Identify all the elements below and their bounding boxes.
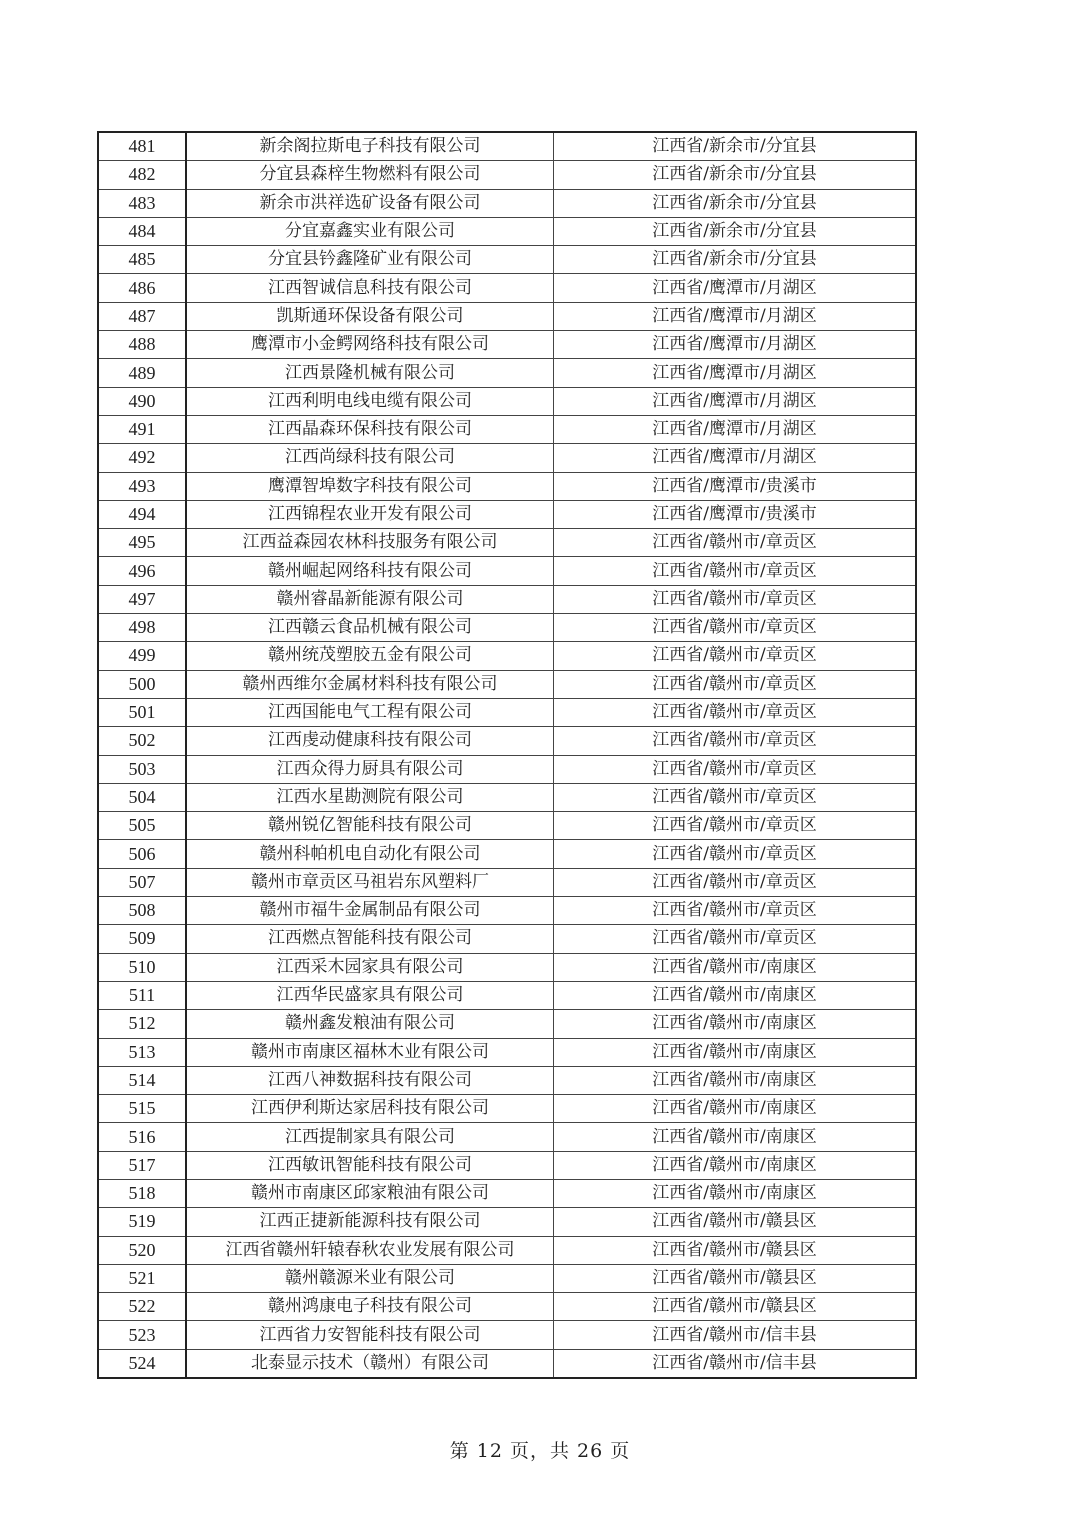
company-name: 鹰潭智埠数字科技有限公司: [186, 472, 554, 500]
region: 江西省/鹰潭市/月湖区: [554, 302, 917, 330]
table-row: [98, 1236, 916, 1264]
region: 江西省/鹰潭市/月湖区: [554, 387, 917, 415]
table-row: [98, 1349, 916, 1378]
region: 江西省/赣州市/南康区: [554, 981, 917, 1009]
table-row: [98, 727, 916, 755]
table-row: [98, 274, 916, 302]
region: 江西省/赣州市/信丰县: [554, 1321, 917, 1349]
row-number: 500: [98, 670, 186, 698]
region: 江西省/赣州市/信丰县: [554, 1349, 917, 1378]
region: 江西省/新余市/分宜县: [554, 132, 917, 161]
company-name: 江西省力安智能科技有限公司: [186, 1321, 554, 1349]
company-name: 江西正捷新能源科技有限公司: [186, 1208, 554, 1236]
table-row: [98, 472, 916, 500]
company-name: 江西省赣州轩辕春秋农业发展有限公司: [186, 1236, 554, 1264]
company-name: 江西敏讯智能科技有限公司: [186, 1151, 554, 1179]
table-row: [98, 444, 916, 472]
table-row: [98, 246, 916, 274]
row-number: 482: [98, 161, 186, 189]
table-row: [98, 1264, 916, 1292]
company-name: 赣州科帕机电自动化有限公司: [186, 840, 554, 868]
company-name: 江西华民盛家具有限公司: [186, 981, 554, 1009]
region: 江西省/赣州市/南康区: [554, 1123, 917, 1151]
table-row: [98, 614, 916, 642]
table-row: [98, 1293, 916, 1321]
company-name: 江西益森园农林科技服务有限公司: [186, 529, 554, 557]
table-row: [98, 217, 916, 245]
region: 江西省/赣州市/章贡区: [554, 868, 917, 896]
region: 江西省/赣州市/赣县区: [554, 1236, 917, 1264]
company-name: 分宜嘉鑫实业有限公司: [186, 217, 554, 245]
row-number: 497: [98, 585, 186, 613]
table-row: [98, 500, 916, 528]
region: 江西省/赣州市/章贡区: [554, 642, 917, 670]
row-number: 516: [98, 1123, 186, 1151]
page-footer: 第 12 页，共 26 页: [449, 1440, 631, 1462]
row-number: 509: [98, 925, 186, 953]
table-row: [98, 868, 916, 896]
region: 江西省/赣州市/章贡区: [554, 925, 917, 953]
row-number: 505: [98, 812, 186, 840]
table-row: [98, 1208, 916, 1236]
row-number: 519: [98, 1208, 186, 1236]
table-row: [98, 1066, 916, 1094]
region: 江西省/新余市/分宜县: [554, 246, 917, 274]
row-number: 503: [98, 755, 186, 783]
table-row: [98, 1010, 916, 1038]
company-name: 江西伊利斯达家居科技有限公司: [186, 1095, 554, 1123]
table-row: [98, 132, 916, 161]
table-row: [98, 359, 916, 387]
company-name: 江西采木园家具有限公司: [186, 953, 554, 981]
company-name: 北泰显示技术（赣州）有限公司: [186, 1349, 554, 1378]
company-name: 江西晶森环保科技有限公司: [186, 415, 554, 443]
row-number: 512: [98, 1010, 186, 1038]
table-row: [98, 1123, 916, 1151]
region: 江西省/新余市/分宜县: [554, 189, 917, 217]
row-number: 498: [98, 614, 186, 642]
row-number: 485: [98, 246, 186, 274]
table-row: [98, 529, 916, 557]
company-name: 江西众得力厨具有限公司: [186, 755, 554, 783]
table-row: [98, 585, 916, 613]
row-number: 517: [98, 1151, 186, 1179]
region: 江西省/赣州市/章贡区: [554, 840, 917, 868]
company-name: 赣州市南康区邱家粮油有限公司: [186, 1179, 554, 1207]
company-name: 江西锦程农业开发有限公司: [186, 500, 554, 528]
company-name: 江西景隆机械有限公司: [186, 359, 554, 387]
row-number: 514: [98, 1066, 186, 1094]
table-row: [98, 1095, 916, 1123]
table-row: [98, 812, 916, 840]
table-row: [98, 302, 916, 330]
company-name: 赣州鑫发粮油有限公司: [186, 1010, 554, 1038]
company-name: 江西水星勘测院有限公司: [186, 783, 554, 811]
table-row: [98, 840, 916, 868]
region: 江西省/赣州市/章贡区: [554, 698, 917, 726]
row-number: 486: [98, 274, 186, 302]
row-number: 507: [98, 868, 186, 896]
region: 江西省/赣州市/南康区: [554, 953, 917, 981]
table-row: [98, 387, 916, 415]
table-row: [98, 1151, 916, 1179]
region: 江西省/赣州市/南康区: [554, 1095, 917, 1123]
region: 江西省/赣州市/章贡区: [554, 585, 917, 613]
company-name: 分宜县钤鑫隆矿业有限公司: [186, 246, 554, 274]
region: 江西省/赣州市/章贡区: [554, 727, 917, 755]
row-number: 493: [98, 472, 186, 500]
region: 江西省/赣州市/南康区: [554, 1151, 917, 1179]
region: 江西省/赣州市/章贡区: [554, 670, 917, 698]
company-name: 江西智诚信息科技有限公司: [186, 274, 554, 302]
row-number: 496: [98, 557, 186, 585]
row-number: 504: [98, 783, 186, 811]
region: 江西省/赣州市/章贡区: [554, 557, 917, 585]
region: 江西省/赣州市/南康区: [554, 1066, 917, 1094]
table-row: [98, 897, 916, 925]
table-row: [98, 557, 916, 585]
company-name: 新余市洪祥选矿设备有限公司: [186, 189, 554, 217]
table-row: [98, 1321, 916, 1349]
region: 江西省/赣州市/赣县区: [554, 1208, 917, 1236]
region: 江西省/新余市/分宜县: [554, 217, 917, 245]
table-row: [98, 331, 916, 359]
row-number: 484: [98, 217, 186, 245]
row-number: 502: [98, 727, 186, 755]
row-number: 483: [98, 189, 186, 217]
region: 江西省/鹰潭市/贵溪市: [554, 472, 917, 500]
row-number: 518: [98, 1179, 186, 1207]
row-number: 488: [98, 331, 186, 359]
table-row: [98, 783, 916, 811]
region: 江西省/赣州市/章贡区: [554, 529, 917, 557]
company-list-table: [97, 131, 917, 1379]
company-name: 江西八神数据科技有限公司: [186, 1066, 554, 1094]
region: 江西省/赣州市/南康区: [554, 1179, 917, 1207]
row-number: 511: [98, 981, 186, 1009]
company-name: 江西燃点智能科技有限公司: [186, 925, 554, 953]
region: 江西省/赣州市/赣县区: [554, 1264, 917, 1292]
company-name: 江西赣云食品机械有限公司: [186, 614, 554, 642]
company-name: 江西尚绿科技有限公司: [186, 444, 554, 472]
table-row: [98, 642, 916, 670]
row-number: 499: [98, 642, 186, 670]
table-row: [98, 698, 916, 726]
company-name: 赣州西维尔金属材料科技有限公司: [186, 670, 554, 698]
row-number: 481: [98, 132, 186, 161]
company-name: 分宜县森梓生物燃料有限公司: [186, 161, 554, 189]
table-body: [98, 132, 916, 1378]
company-name: 赣州睿晶新能源有限公司: [186, 585, 554, 613]
table-row: [98, 925, 916, 953]
company-name: 江西虔动健康科技有限公司: [186, 727, 554, 755]
company-name: 赣州崛起网络科技有限公司: [186, 557, 554, 585]
row-number: 520: [98, 1236, 186, 1264]
company-name: 江西提制家具有限公司: [186, 1123, 554, 1151]
region: 江西省/赣州市/南康区: [554, 1010, 917, 1038]
row-number: 494: [98, 500, 186, 528]
region: 江西省/赣州市/章贡区: [554, 812, 917, 840]
region: 江西省/鹰潭市/月湖区: [554, 274, 917, 302]
company-name: 赣州市南康区福林木业有限公司: [186, 1038, 554, 1066]
row-number: 510: [98, 953, 186, 981]
region: 江西省/鹰潭市/月湖区: [554, 444, 917, 472]
row-number: 508: [98, 897, 186, 925]
region: 江西省/鹰潭市/月湖区: [554, 331, 917, 359]
row-number: 513: [98, 1038, 186, 1066]
row-number: 491: [98, 415, 186, 443]
region: 江西省/赣州市/章贡区: [554, 897, 917, 925]
row-number: 524: [98, 1349, 186, 1378]
company-name: 鹰潭市小金鳄网络科技有限公司: [186, 331, 554, 359]
table-row: [98, 1179, 916, 1207]
company-name: 赣州市章贡区马祖岩东风塑料厂: [186, 868, 554, 896]
table-row: [98, 161, 916, 189]
region: 江西省/鹰潭市/月湖区: [554, 415, 917, 443]
table-row: [98, 189, 916, 217]
table-row: [98, 981, 916, 1009]
company-name: 凯斯通环保设备有限公司: [186, 302, 554, 330]
company-name: 赣州赣源米业有限公司: [186, 1264, 554, 1292]
region: 江西省/赣州市/章贡区: [554, 614, 917, 642]
region: 江西省/鹰潭市/贵溪市: [554, 500, 917, 528]
region: 江西省/赣州市/章贡区: [554, 783, 917, 811]
table-row: [98, 670, 916, 698]
company-name: 赣州市福牛金属制品有限公司: [186, 897, 554, 925]
region: 江西省/赣州市/赣县区: [554, 1293, 917, 1321]
row-number: 501: [98, 698, 186, 726]
table-row: [98, 415, 916, 443]
region: 江西省/新余市/分宜县: [554, 161, 917, 189]
region: 江西省/鹰潭市/月湖区: [554, 359, 917, 387]
table-row: [98, 953, 916, 981]
company-name: 赣州锐亿智能科技有限公司: [186, 812, 554, 840]
company-name: 赣州鸿康电子科技有限公司: [186, 1293, 554, 1321]
row-number: 487: [98, 302, 186, 330]
region: 江西省/赣州市/章贡区: [554, 755, 917, 783]
row-number: 522: [98, 1293, 186, 1321]
row-number: 506: [98, 840, 186, 868]
table-row: [98, 755, 916, 783]
row-number: 495: [98, 529, 186, 557]
row-number: 521: [98, 1264, 186, 1292]
company-name: 江西国能电气工程有限公司: [186, 698, 554, 726]
table-row: [98, 1038, 916, 1066]
row-number: 523: [98, 1321, 186, 1349]
company-name: 江西利明电线电缆有限公司: [186, 387, 554, 415]
row-number: 490: [98, 387, 186, 415]
row-number: 515: [98, 1095, 186, 1123]
company-name: 赣州统茂塑胶五金有限公司: [186, 642, 554, 670]
region: 江西省/赣州市/南康区: [554, 1038, 917, 1066]
company-name: 新余阁拉斯电子科技有限公司: [186, 132, 554, 161]
row-number: 489: [98, 359, 186, 387]
row-number: 492: [98, 444, 186, 472]
